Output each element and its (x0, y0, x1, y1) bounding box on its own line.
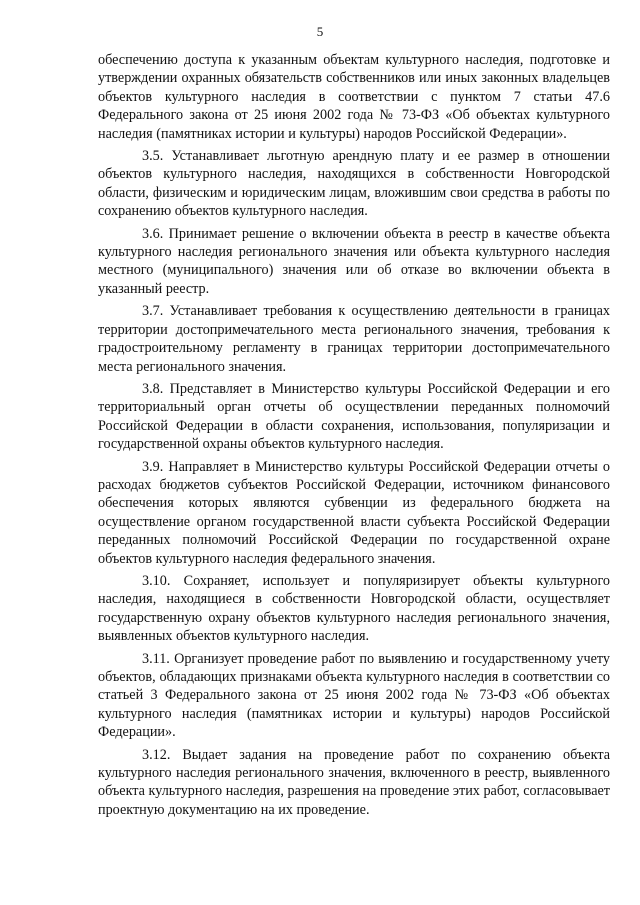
page-number: 5 (316, 24, 324, 39)
paragraph-3-8: 3.8. Представляет в Министерство культуры Российской Федерации и его территориальный орган отчеты об осуществлении переданных полномочий Российской Федерации в области сохранения, использования, популяризации и государственной охраны объектов культурного наследия. (98, 380, 610, 453)
paragraph-3-10: 3.10. Сохраняет, использует и популяризирует объекты культурного наследия, находящиеся в собственности Новгородской области, осуществляет государственную охрану объектов культурного наследия регионального значения, выявленных объектов культурного наследия. (98, 572, 610, 645)
paragraph-continuation: обеспечению доступа к указанным объектам культурного наследия, подготовке и утверждении охранных обязательств собственников или иных законных владельцев объектов культурного наследия в соответствии с пунктом 7 статьи 47.6 Федерального закона от 25 июня 2002 года № 73-ФЗ «Об объектах культурного наследия (памятниках истории и культуры) народов Российской Федерации». (98, 52, 610, 142)
paragraph-3-5: 3.5. Устанавливает льготную арендную плату и ее размер в отношении объектов культурного наследия, находящихся в собственности Новгородской области, физическим и юридическим лицам, вложившим свои средства в работы по сохранению объектов культурного наследия. (98, 148, 610, 220)
paragraph-3-9: 3.9. Направляет в Министерство культуры Российской Федерации отчеты о расходах бюджетов субъектов Российской Федерации, источником финансового обеспечения которых являются субвенции из федерального бюджета на осуществление органом государственной власти субъекта Российской Федерации переданных полномочий Российской Федерации по государственной охране объектов культурного наследия федерального значения. (98, 458, 610, 567)
paragraph-3-11: 3.11. Организует проведение работ по выявлению и государственному учету объектов, обладающих признаками объекта культурного наследия в соответствии со статьей 3 Федерального закона от 25 июня 2002 года № 73-ФЗ «Об объектах культурного наследия (памятниках истории и культуры) народов Российской Федерации». (98, 650, 610, 741)
paragraph-3-12: 3.12. Выдает задания на проведение работ по сохранению объекта культурного наследия регионального значения, включенного в реестр, выявленного объекта культурного наследия, разрешения на проведение этих работ, согласовывает проектную документацию на их проведение. (98, 746, 610, 818)
paragraph-3-6: 3.6. Принимает решение о включении объекта в реестр в качестве объекта культурного наследия регионального значения или объекта культурного наследия местного (муниципального) значения или об отказе во включении объекта в указанный реестр. (98, 225, 610, 297)
paragraph-3-7: 3.7. Устанавливает требования к осуществлению деятельности в границах территории достопримечательного места регионального значения, требования к градостроительному регламенту в границах территории достопримечательного места регионального значения. (98, 303, 610, 375)
document-body (98, 51, 610, 823)
